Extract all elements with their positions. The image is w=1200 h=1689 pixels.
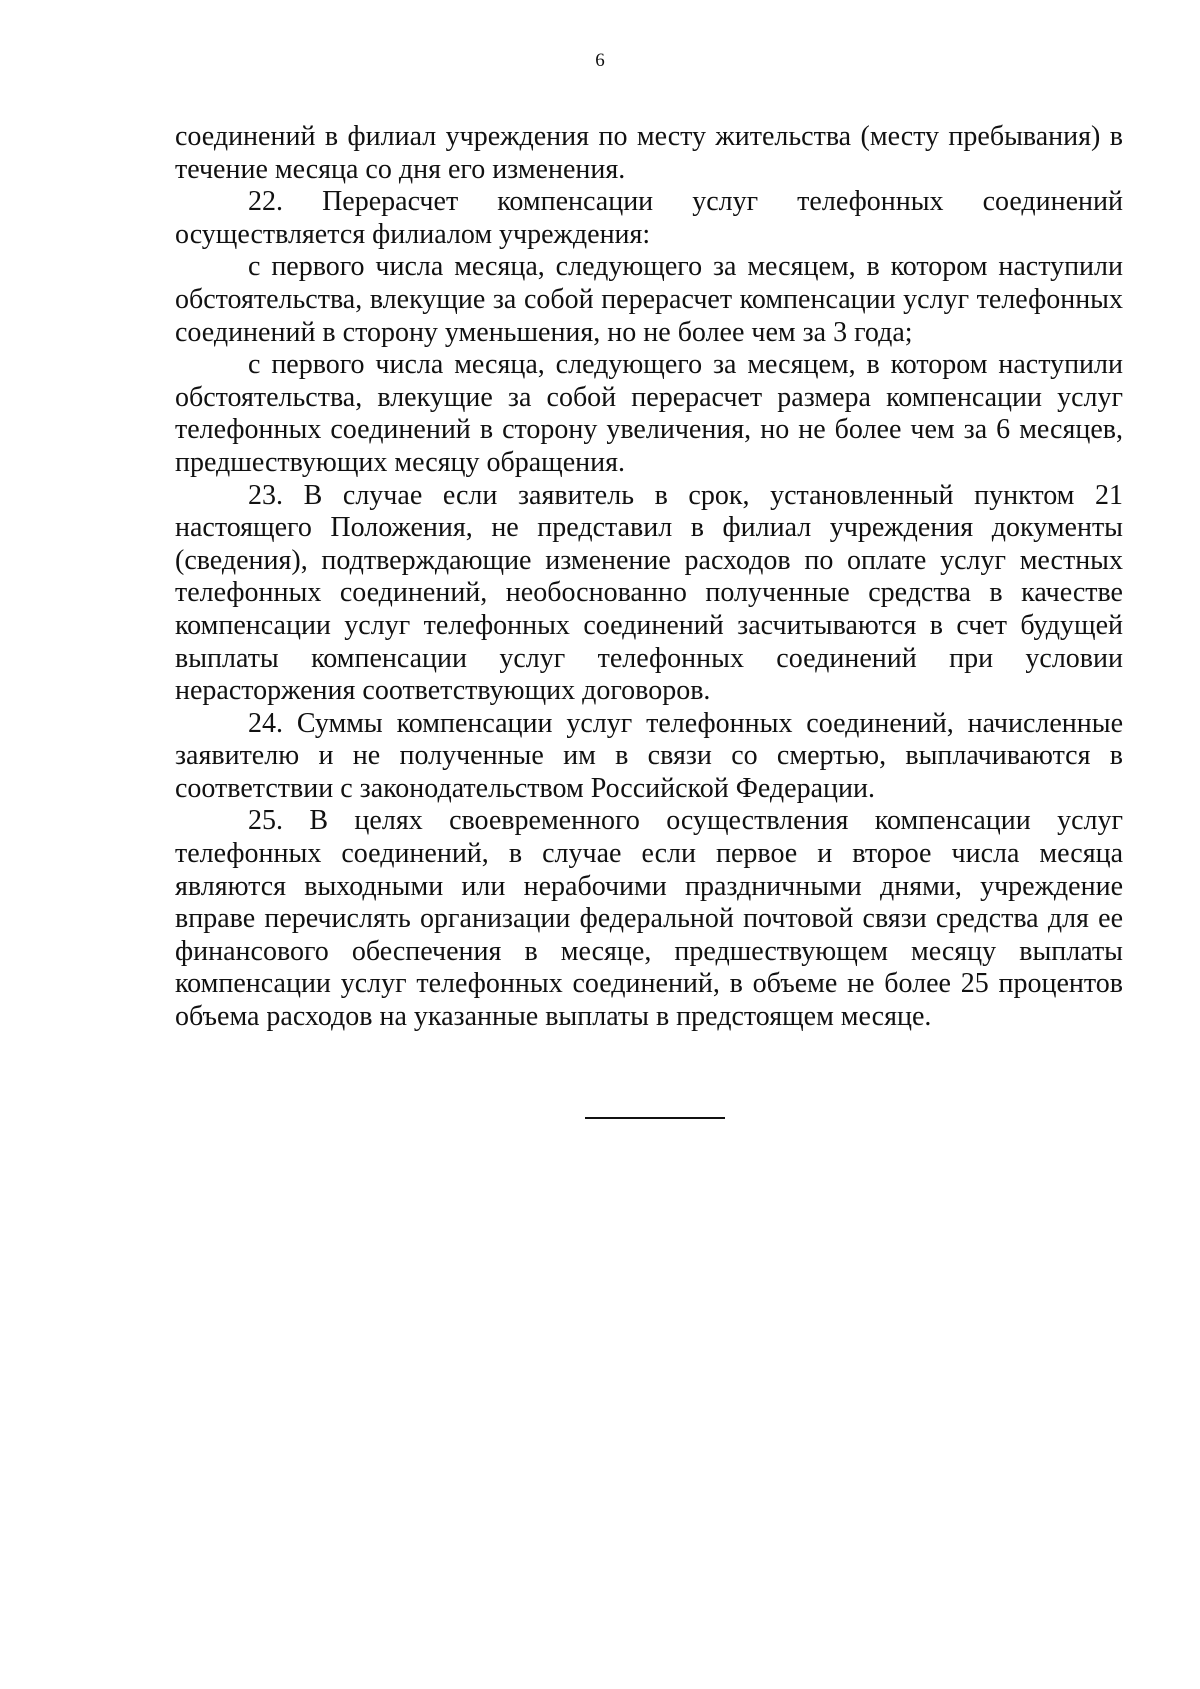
paragraph-item-23: 23. В случае если заявитель в срок, установленный пунктом 21 настоящего Положения, не представил в филиал учреждения документы (сведения), подтверждающие изменение расходов по оплате услуг местных телефонных соединений, необоснованно полученные средства в качестве компенсации услуг телефонных соединений засчитываются в счет будущей выплаты компенсации услуг телефонных соединений при условии нерасторжения соответствующих договоров. <box>175 479 1123 707</box>
paragraph-item-22: 22. Перерасчет компенсации услуг телефонных соединений осуществляется филиалом учреждения: <box>175 186 1123 250</box>
end-divider <box>585 1117 725 1119</box>
paragraph-continuation: соединений в филиал учреждения по месту жительства (месту пребывания) в течение месяца со дня его изменения. <box>175 121 1123 185</box>
page-number: 6 <box>595 50 605 71</box>
paragraph-item-22-decrease: с первого числа месяца, следующего за месяцем, в котором наступили обстоятельства, влекущие за собой перерасчет компенсации услуг телефонных соединений в сторону уменьшения, но не более чем за 3 года; <box>175 251 1123 348</box>
paragraph-item-25: 25. В целях своевременного осуществления компенсации услуг телефонных соединений, в случае если первое и второе числа месяца являются выходными или нерабочими праздничными днями, учреждение вправе перечислять организации федеральной почтовой связи средства для ее финансового обеспечения в месяце, предшествующем месяцу выплаты компенсации услуг телефонных соединений, в объеме не более 25 процентов объема расходов на указанные выплаты в предстоящем месяце. <box>175 805 1123 1033</box>
document-body <box>175 121 1123 1034</box>
paragraph-item-22-increase: с первого числа месяца, следующего за месяцем, в котором наступили обстоятельства, влекущие за собой перерасчет размера компенсации услуг телефонных соединений в сторону увеличения, но не более чем за 6 месяцев, предшествующих месяцу обращения. <box>175 349 1123 478</box>
paragraph-item-24: 24. Суммы компенсации услуг телефонных соединений, начисленные заявителю и не полученные им в связи со смертью, выплачиваются в соответствии с законодательством Российской Федерации. <box>175 707 1123 804</box>
